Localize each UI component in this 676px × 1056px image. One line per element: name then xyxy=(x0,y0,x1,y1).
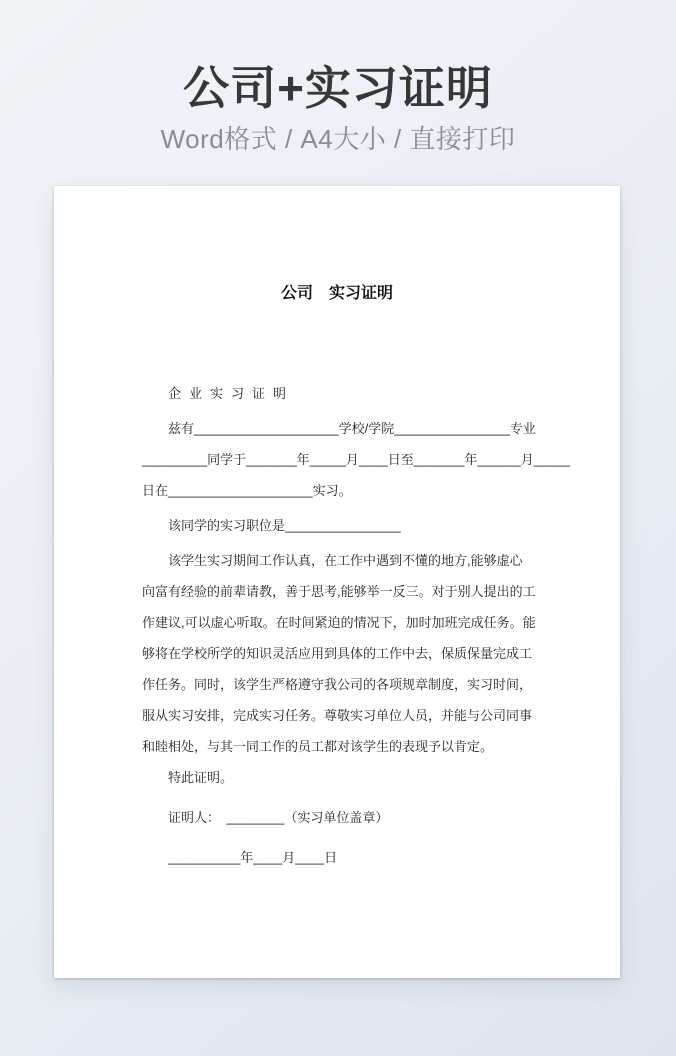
doc-body-line: 和睦相处，与其一同工作的员工都对该学生的表现予以肯定。 xyxy=(142,739,494,754)
doc-body-line: 作任务。同时，该学生严格遵守我公司的各项规章制度，实习时间， xyxy=(142,677,533,692)
doc-closing-line: 特此证明。 xyxy=(168,770,234,785)
page-header xyxy=(0,0,676,155)
doc-body-line: 够将在学校所学的知识灵活应用到具体的工作中去，保质保量完成工 xyxy=(142,646,533,661)
doc-intro-line: _________同学于_______年_____月____日至_______年______月_____ xyxy=(142,452,570,467)
doc-body-line: 该学生实习期间工作认真，在工作中遇到不懂的地方,能够虚心 xyxy=(168,553,523,568)
page-subtitle: Word格式 / A4大小 / 直接打印 xyxy=(160,123,516,154)
doc-position-line: 该同学的实习职位是________________ xyxy=(168,518,401,533)
document-preview-paper xyxy=(54,186,620,978)
doc-signer-line: 证明人： ________（实习单位盖章） xyxy=(168,810,389,825)
doc-title: 公司 实习证明 xyxy=(280,285,393,302)
doc-intro-line: 兹有____________________学校/学院________________专业 xyxy=(168,421,536,436)
doc-body-line: 作建议,可以虚心听取。在时间紧迫的情况下，加时加班完成任务。能 xyxy=(142,615,536,630)
doc-body-line: 服从实习安排，完成实习任务。尊敬实习单位人员，并能与公司同事 xyxy=(142,708,533,723)
doc-heading: 企业实习证明 xyxy=(168,386,295,401)
doc-intro-line: 日在____________________实习。 xyxy=(142,483,352,498)
page-title: 公司+实习证明 xyxy=(183,62,493,114)
doc-date-line: __________年____月____日 xyxy=(168,850,338,865)
doc-body-line: 向富有经验的前辈请教，善于思考,能够举一反三。对于别人提出的工 xyxy=(142,584,536,599)
